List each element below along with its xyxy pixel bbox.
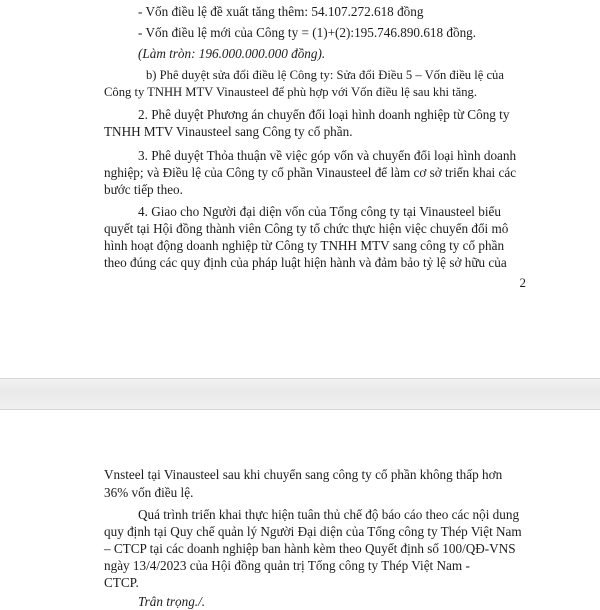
text-line: bước tiếp theo.	[104, 182, 183, 197]
text-line: Công ty TNHH MTV Vinausteel để phù hợp với Vốn điều lệ sau khi tăng.	[104, 85, 477, 99]
text-line: - Vốn điều lệ đề xuất tăng thêm: 54.107.272.618 đồng	[138, 4, 424, 19]
text-line: b) Phê duyệt sửa đổi điều lệ Công ty: Sửa đổi Điều 5 – Vốn điều lệ của	[146, 68, 504, 82]
text-line: theo đúng các quy định của pháp luật hiện hành và đảm bảo tỷ lệ sở hữu của	[104, 255, 507, 270]
text-line: ngày 13/4/2023 của Hội đồng quản trị Tổng công ty Thép Việt Nam -	[104, 558, 470, 573]
text-line: 2. Phê duyệt Phương án chuyển đổi loại hình doanh nghiệp từ Công ty	[138, 107, 510, 122]
document-page-2	[0, 410, 600, 609]
page-separator	[0, 378, 600, 410]
closing-text: Trân trọng./.	[138, 594, 206, 609]
text-line: - Vốn điều lệ mới của Công ty = (1)+(2):195.746.890.618 đồng.	[138, 25, 477, 40]
page-number: 2	[519, 275, 526, 290]
text-line: 4. Giao cho Người đại diện vốn của Tổng công ty tại Vinausteel biểu	[138, 204, 501, 219]
text-line: (Làm tròn: 196.000.000.000 đồng).	[138, 46, 326, 61]
text-line: CTCP.	[104, 575, 139, 590]
text-line: Quá trình triển khai thực hiện tuân thủ chế độ báo cáo theo các nội dung	[138, 507, 520, 522]
text-line: nghiệp; và Điều lệ của Công ty cổ phần Vinausteel để làm cơ sở triển khai các	[104, 165, 517, 180]
text-line: – CTCP tại các doanh nghiệp ban hành kèm theo Quyết định số 100/QĐ-VNS	[104, 541, 516, 556]
text-line: 3. Phê duyệt Thỏa thuận về việc góp vốn và chuyển đổi loại hình doanh	[138, 148, 517, 163]
text-line: 36% vốn điều lệ.	[104, 485, 194, 500]
text-line: quy định tại Quy chế quản lý Người Đại diện của Tổng công ty Thép Việt Nam	[104, 524, 522, 539]
text-line: Vnsteel tại Vinausteel sau khi chuyển sang công ty cổ phần không thấp hơn	[104, 467, 503, 482]
text-line: TNHH MTV Vinausteel sang Công ty cổ phần.	[104, 124, 353, 139]
text-line: quyết tại Hội đồng thành viên Công ty tổ chức thực hiện việc chuyển đổi mô	[104, 221, 509, 236]
text-line: hình hoạt động doanh nghiệp từ Công ty TNHH MTV sang công ty cổ phần	[104, 238, 505, 253]
